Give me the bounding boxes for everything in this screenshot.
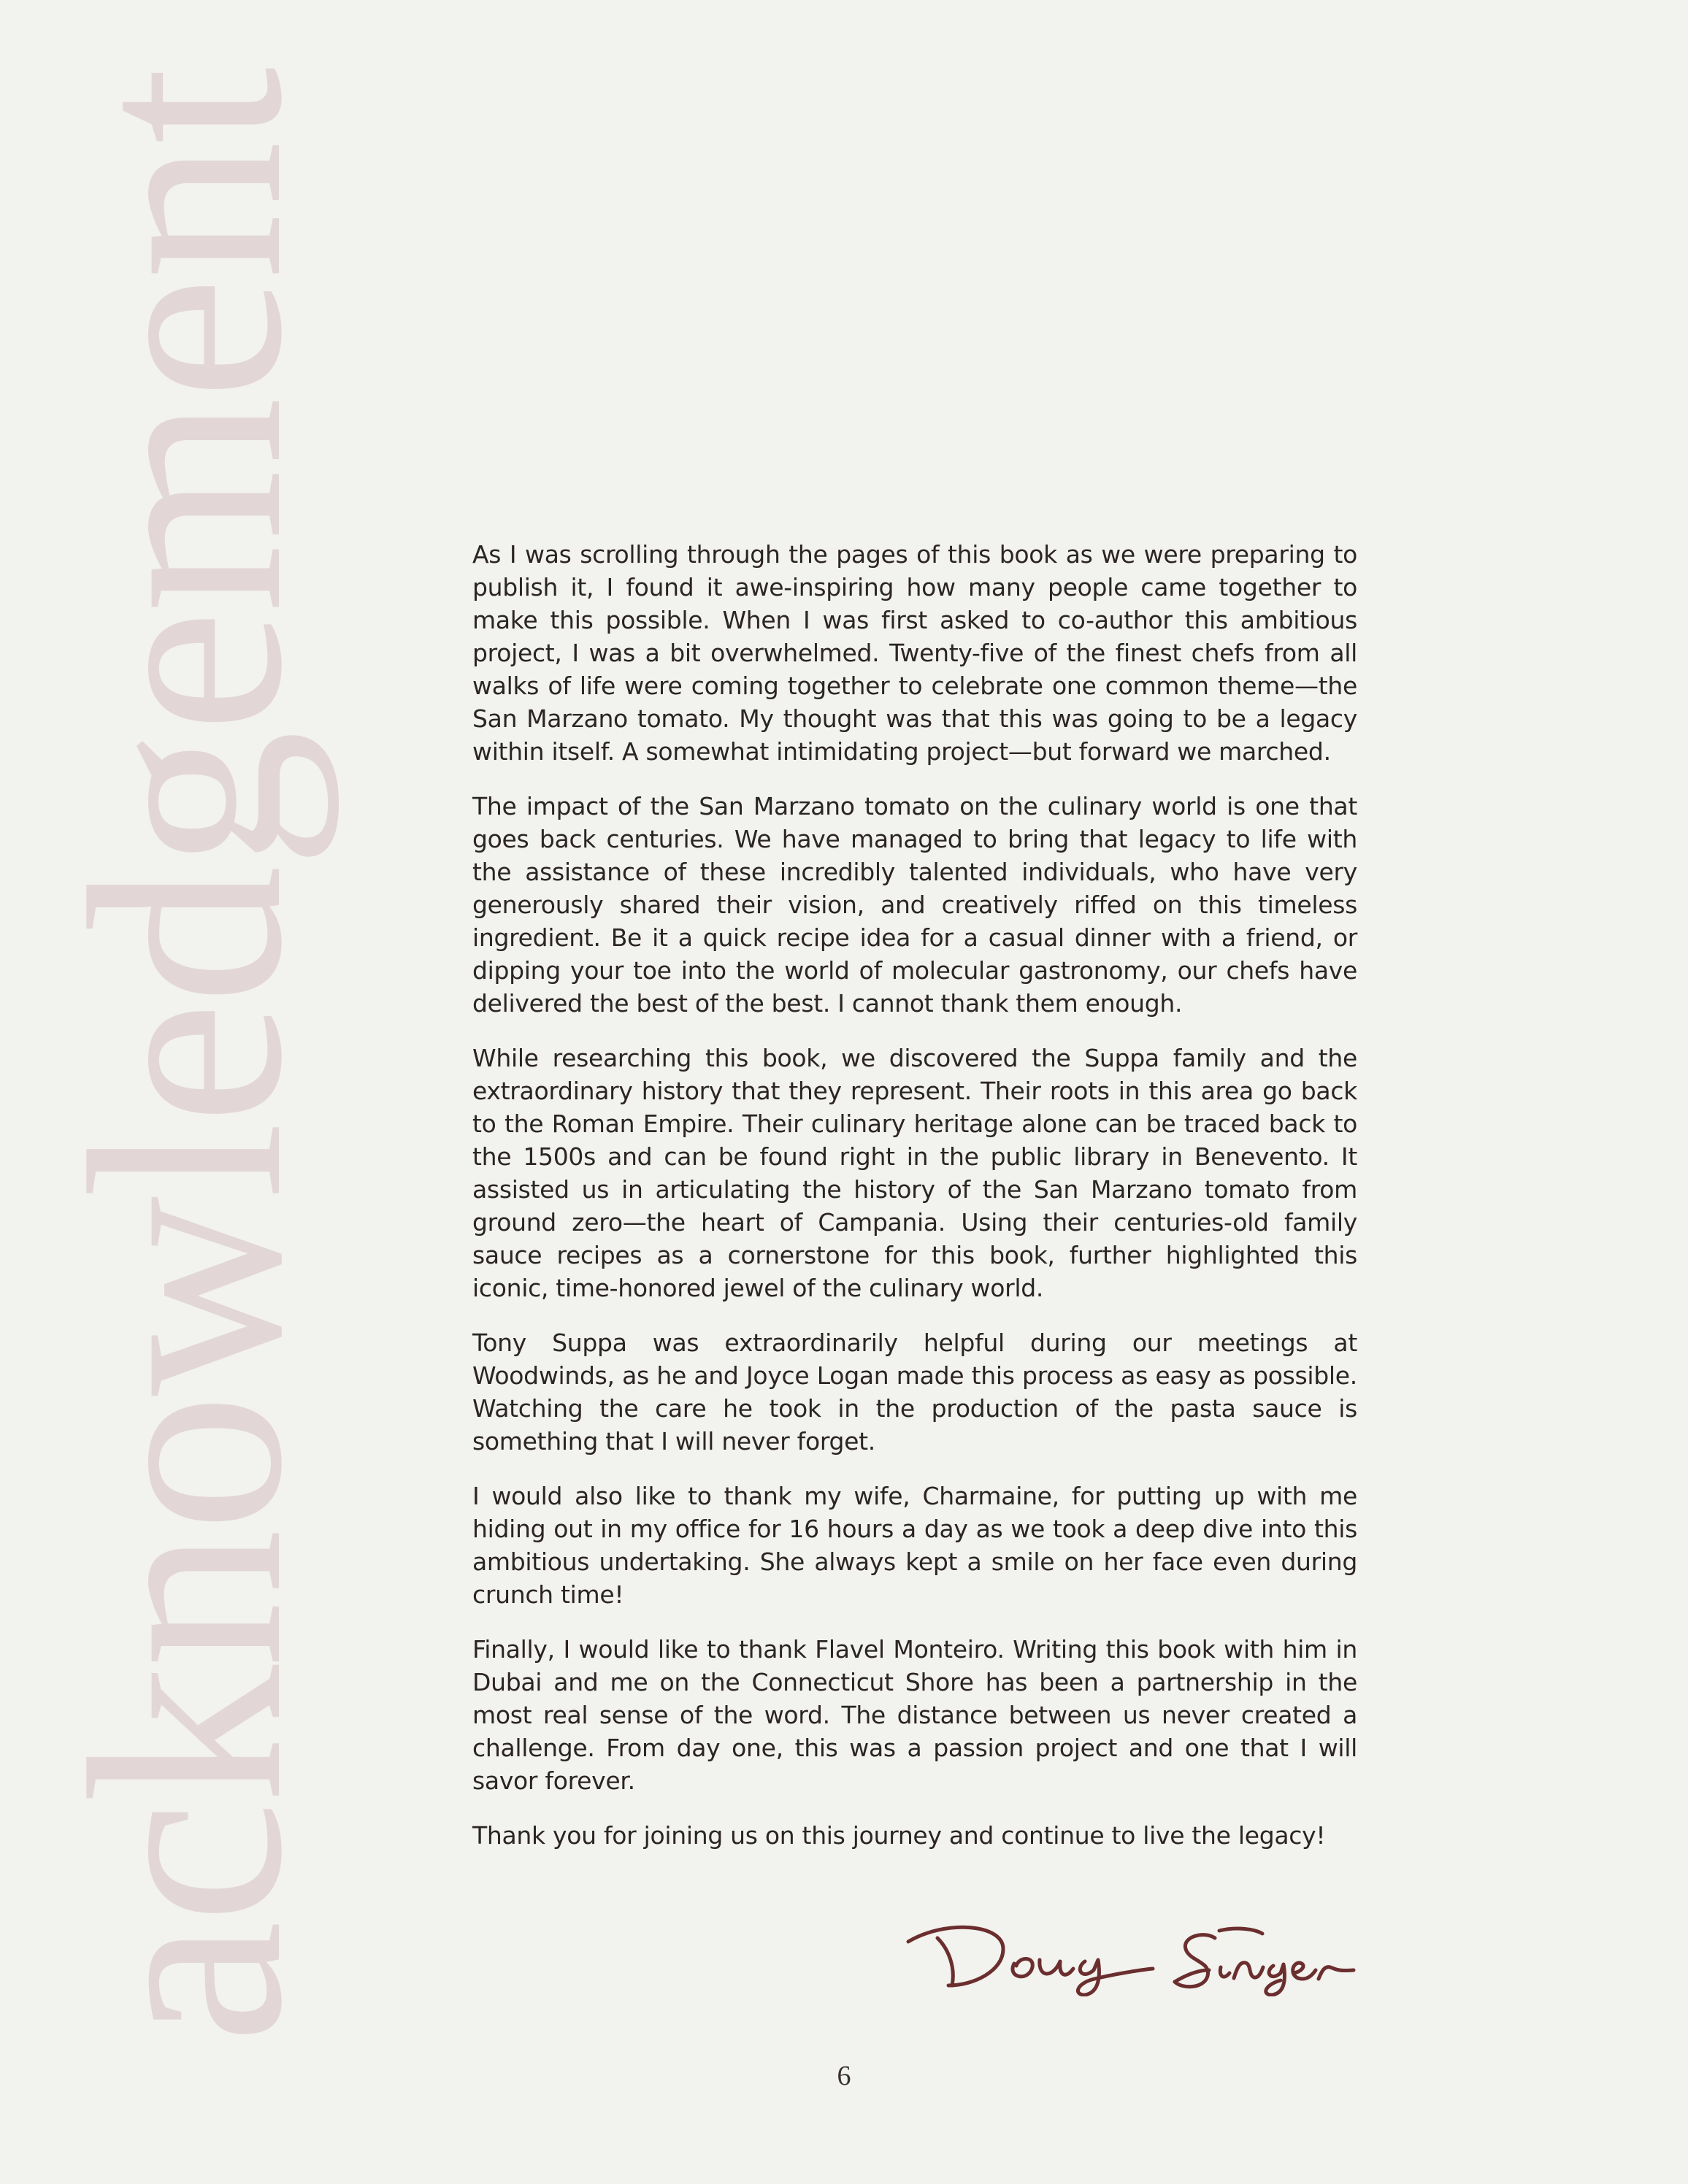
paragraph: Finally, I would like to thank Flavel Monteiro. Writing this book with him in Dubai and me on the Connecticut Shore has been a partnership in the most real sense of the word. The distance between us never created a challenge. From day one, this was a passion project and one that I will savor forever. (472, 1635, 1357, 1795)
paragraph: Tony Suppa was extraordinarily helpful during our meetings at Woodwinds, as he and Joyce Logan made this process as easy as possible. Watching the care he took in the production of the pasta sauce is something that I will never forget. (472, 1329, 1357, 1456)
paragraph: As I was scrolling through the pages of this book as we were preparing to publish it, I found it awe-inspiring how many people came together to make this possible. When I was first asked to co-author this ambitious project, I was a bit overwhelmed. Twenty-five of the finest chefs from all walks of life were coming together to celebrate one common theme—the San Marzano tomato. My thought was that this was going to be a legacy within itself. A somewhat intimidating project—but forward we marched. (472, 540, 1357, 766)
paragraph: While researching this book, we discovered the Suppa family and the extraordinary history that they represent. Their roots in this area go back to the Roman Empire. Their culinary heritage alone can be traced back to the 1500s and can be found right in the public library in Benevento. It assisted us in articulating the history of the San Marzano tomato from ground zero—the heart of Campania. Using their centuries-old family sauce recipes as a cornerstone for this book, further highlighted this iconic, time-honored jewel of the culinary world. (472, 1044, 1357, 1302)
side-title: acknowledgement (32, 69, 339, 2044)
paragraph: Thank you for joining us on this journey and continue to live the legacy! (472, 1821, 1326, 1850)
body-text (472, 538, 1357, 1874)
page-number: 6 (837, 2061, 851, 2091)
paragraph: The impact of the San Marzano tomato on the culinary world is one that goes back centuries. We have managed to bring that legacy to life with the assistance of these incredibly talented individuals, who have very generously shared their vision, and creatively riffed on this timeless ingredient. Be it a quick recipe idea for a casual dinner with a friend, or dipping your toe into the world of molecular gastronomy, our chefs have delivered the best of the best. I cannot thank them enough. (472, 792, 1357, 1018)
paragraph: I would also like to thank my wife, Charmaine, for putting up with me hiding out in my office for 16 hours a day as we took a deep dive into this ambitious undertaking. She always kept a smile on her face even during crunch time! (472, 1482, 1357, 1609)
signature (894, 1909, 1368, 1996)
